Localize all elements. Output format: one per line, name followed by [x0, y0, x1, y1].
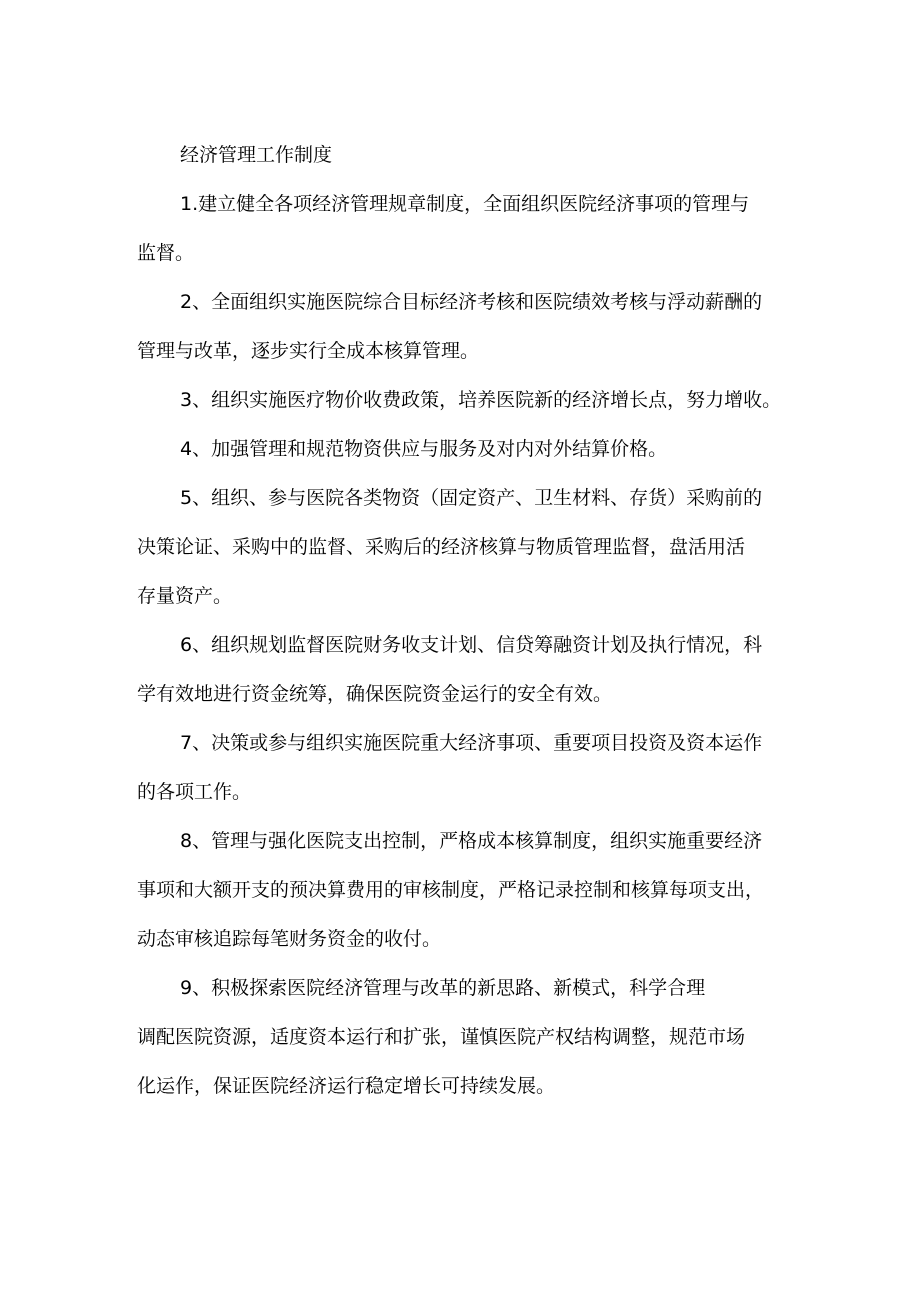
item-9 [137, 964, 787, 1111]
item-9-line-1: 9、积极探索医院经济管理与改革的新思路、新模式，科学合理 [180, 977, 706, 999]
item-6-line-2: 学有效地进行资金统筹，确保医院资金运行的安全有效。 [137, 683, 613, 705]
item-8 [137, 817, 787, 964]
item-1-line-1: 1.建立健全各项经济管理规章制度，全面组织医院经济事项的管理与 [180, 193, 750, 215]
item-2 [137, 278, 787, 376]
item-1-line-2: 监督。 [137, 242, 195, 264]
item-4 [137, 425, 787, 474]
item-2-line-1: 2、全面组织实施医院综合目标经济考核和医院绩效考核与浮动薪酬的 [180, 291, 763, 313]
item-5-line-1: 5、组织、参与医院各类物资（固定资产、卫生材料、存货）采购前的 [180, 487, 763, 509]
item-7-line-2: 的各项工作。 [137, 781, 252, 803]
item-6-line-1: 6、组织规划监督医院财务收支计划、信贷筹融资计划及执行情况，科 [180, 634, 763, 656]
item-8-line-3: 动态审核追踪每笔财务资金的收付。 [137, 928, 442, 950]
item-7-line-1: 7、决策或参与组织实施医院重大经济事项、重要项目投资及资本运作 [180, 732, 763, 754]
item-9-line-2: 调配医院资源，适度资本运行和扩张，谨慎医院产权结构调整，规范市场 [137, 1026, 746, 1048]
item-5-line-3: 存量资产。 [137, 585, 233, 607]
item-7 [137, 719, 787, 817]
item-5-line-2: 决策论证、采购中的监督、采购后的经济核算与物质管理监督，盘活用活 [137, 536, 746, 558]
item-9-line-3: 化运作，保证医院经济运行稳定增长可持续发展。 [137, 1075, 556, 1097]
item-2-line-2: 管理与改革，逐步实行全成本核算管理。 [137, 340, 480, 362]
item-1 [137, 180, 787, 278]
item-4-line-1: 4、加强管理和规范物资供应与服务及对内对外结算价格。 [180, 438, 668, 460]
item-5 [137, 474, 787, 621]
document-title: 经济管理工作制度 [180, 144, 333, 166]
item-8-line-1: 8、管理与强化医院支出控制，严格成本核算制度，组织实施重要经济 [180, 830, 763, 852]
item-8-line-2: 事项和大额开支的预决算费用的审核制度，严格记录控制和核算每项支出， [137, 879, 765, 901]
item-3 [137, 376, 787, 425]
item-3-line-1: 3、组织实施医疗物价收费政策，培养医院新的经济增长点，努力增收。 [180, 389, 782, 411]
item-6 [137, 621, 787, 719]
document-body [137, 131, 787, 1111]
